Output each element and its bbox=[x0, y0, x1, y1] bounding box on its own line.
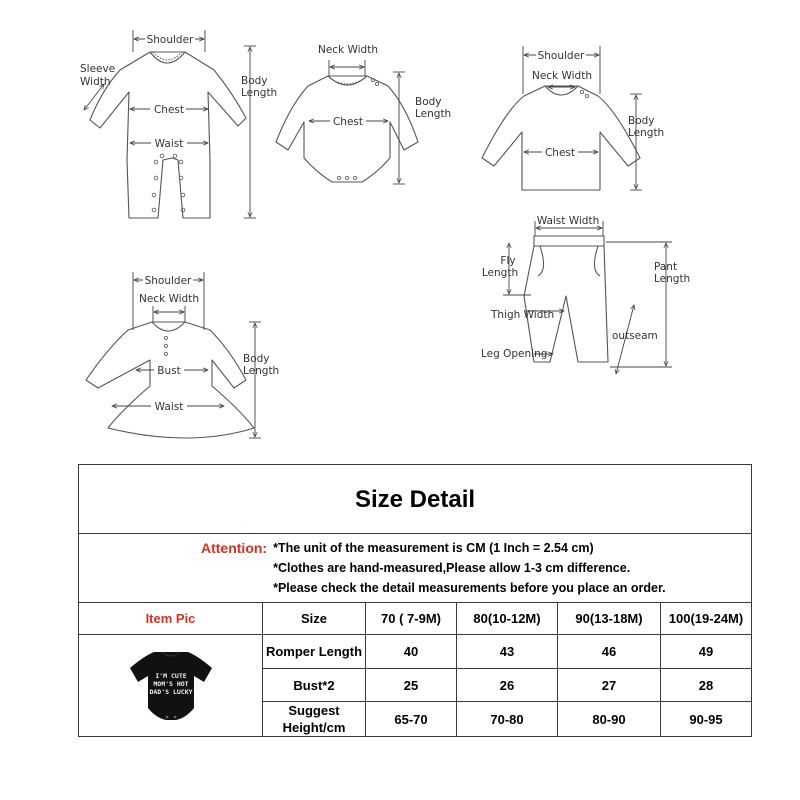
table-cell: 46 bbox=[558, 635, 661, 669]
dress-shoulder-label: Shoulder bbox=[144, 275, 192, 287]
table-title: Size Detail bbox=[79, 465, 752, 534]
sweater-length-label-2: Length bbox=[628, 127, 665, 139]
size-col: 70 ( 7-9M) bbox=[366, 603, 457, 635]
pants-diagram bbox=[481, 215, 690, 374]
attention-line: *Please check the detail measurements before you place an order. bbox=[273, 581, 666, 595]
pants-fly-label: Fly bbox=[500, 255, 516, 267]
dress-length-label-2: Length bbox=[243, 365, 280, 377]
dress-neck-label: Neck Width bbox=[138, 293, 200, 305]
attention-line: *Clothes are hand-measured,Please allow 1-3 cm difference. bbox=[273, 561, 631, 575]
row-label: Bust*2 bbox=[263, 669, 366, 702]
romper-sleeve-label: Sleeve bbox=[80, 63, 116, 75]
item-pic-header: Item Pic bbox=[79, 603, 263, 635]
table-row bbox=[79, 635, 752, 669]
table-cell: 70-80 bbox=[457, 702, 558, 737]
pants-fly-label-2: Length bbox=[481, 267, 519, 279]
table-cell: 27 bbox=[558, 669, 661, 702]
size-col: 90(13-18M) bbox=[558, 603, 661, 635]
size-table bbox=[78, 464, 752, 737]
table-cell: 49 bbox=[661, 635, 752, 669]
pants-waist-label: Waist Width bbox=[536, 215, 600, 227]
table-cell: 90-95 bbox=[661, 702, 752, 737]
dress-length-label: Body bbox=[243, 353, 270, 365]
onesie-print-line: MOM'S HOT bbox=[152, 679, 189, 688]
romper-diagram bbox=[80, 30, 277, 218]
sweater-diagram bbox=[482, 46, 664, 190]
size-col: 100(19-24M) bbox=[661, 603, 752, 635]
bodysuit-diagram bbox=[276, 44, 451, 184]
table-cell: 43 bbox=[457, 635, 558, 669]
table-cell: 65-70 bbox=[366, 702, 457, 737]
onesie-image bbox=[126, 646, 216, 726]
romper-length-label: Body bbox=[241, 75, 268, 87]
dress-waist-label: Waist bbox=[154, 401, 184, 413]
table-cell: 40 bbox=[366, 635, 457, 669]
romper-shoulder-label: Shoulder bbox=[146, 34, 194, 46]
sweater-neck-label: Neck Width bbox=[531, 70, 593, 82]
size-col: 80(10-12M) bbox=[457, 603, 558, 635]
table-cell: 26 bbox=[457, 669, 558, 702]
size-header: Size bbox=[263, 603, 366, 635]
attention-label: Attention: bbox=[201, 540, 268, 556]
dress-diagram bbox=[86, 272, 279, 438]
sweater-chest-label: Chest bbox=[544, 147, 576, 159]
attention-line: *The unit of the measurement is CM (1 Inch = 2.54 cm) bbox=[273, 541, 594, 555]
sweater-length-label: Body bbox=[628, 115, 655, 127]
romper-chest-label: Chest bbox=[153, 104, 185, 116]
table-cell: 80-90 bbox=[558, 702, 661, 737]
attention-notes bbox=[79, 534, 752, 603]
onesie-print-line: I'M CUTE bbox=[154, 671, 187, 680]
bodysuit-length-label-2: Length bbox=[415, 108, 452, 120]
table-header-row bbox=[79, 603, 752, 635]
table-cell: 25 bbox=[366, 669, 457, 702]
sweater-shoulder-label: Shoulder bbox=[537, 50, 585, 62]
bodysuit-length-label: Body bbox=[415, 96, 442, 108]
row-label: Suggest Height/cm bbox=[263, 702, 366, 737]
table-cell: 28 bbox=[661, 669, 752, 702]
onesie-print-line: DAD'S LUCKY bbox=[148, 687, 193, 696]
romper-sleeve-label-2: Width bbox=[80, 76, 111, 88]
row-label: Romper Length bbox=[263, 635, 366, 669]
pants-length-label-2: Length bbox=[654, 273, 691, 285]
romper-waist-label: Waist bbox=[154, 138, 184, 150]
dress-bust-label: Bust bbox=[157, 365, 181, 377]
pants-legopening-label: Leg Opening bbox=[481, 348, 548, 360]
bodysuit-chest-label: Chest bbox=[332, 116, 364, 128]
item-pic-cell bbox=[79, 635, 263, 737]
pants-thigh-label: Thigh Width bbox=[491, 309, 555, 321]
romper-length-label-2: Length bbox=[241, 87, 278, 99]
pants-length-label: Pant bbox=[654, 261, 678, 273]
bodysuit-neck-label: Neck Width bbox=[317, 44, 379, 56]
pants-outseam-label: outseam bbox=[612, 330, 658, 342]
